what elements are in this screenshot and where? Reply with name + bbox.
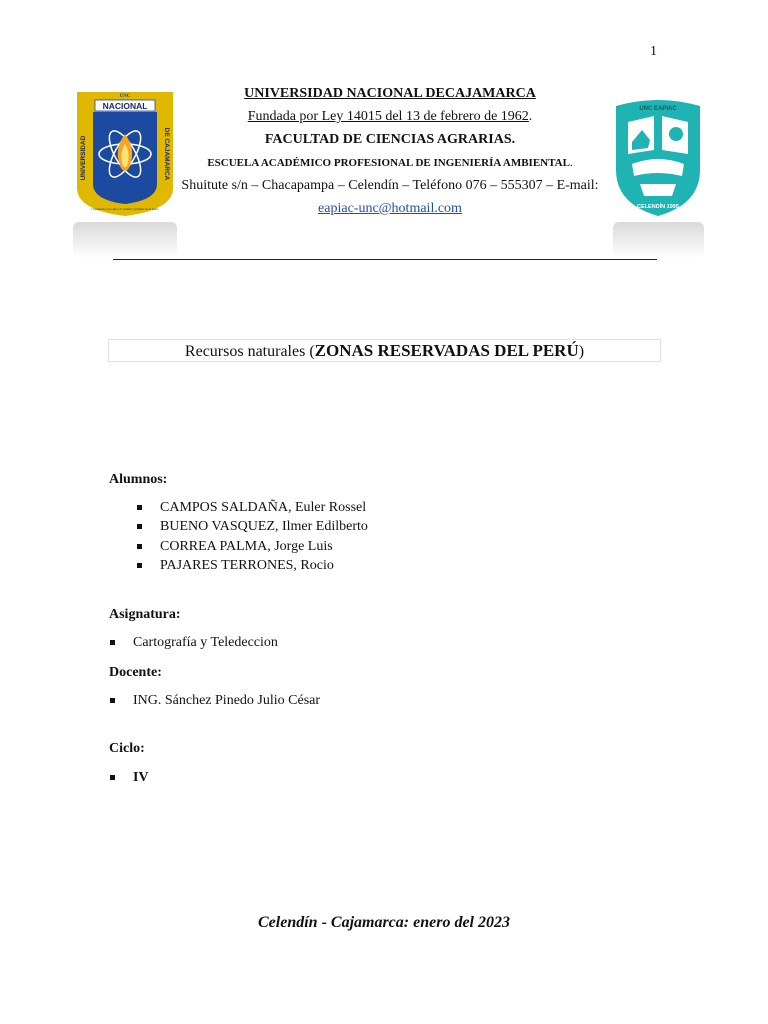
school-name: ESCUELA ACADÉMICO PROFESIONAL DE INGENIERÍA AMBIENTAL — [207, 157, 570, 169]
bullet-icon — [110, 640, 115, 645]
title-main: ZONAS RESERVADAS DEL PERÚ — [314, 341, 579, 360]
student-name: CAMPOS SALDAÑA, Euler Rossel — [160, 500, 367, 515]
student-name: BUENO VASQUEZ, Ilmer Edilberto — [160, 519, 368, 534]
cycle-value: IV — [133, 770, 149, 785]
logo-right-top-text: UNC EAPIAC — [639, 106, 677, 112]
faculty-name: FACULTAD DE CIENCIAS AGRARIAS. — [264, 132, 516, 147]
cycle-label: Ciclo: — [109, 741, 145, 756]
course-label: Asignatura: — [109, 607, 181, 622]
email-link[interactable]: eapiac-unc@hotmail.com — [318, 201, 462, 216]
logo-right-reflection — [613, 222, 704, 258]
logo-left-banner: NACIONAL — [102, 101, 148, 111]
bullet-icon — [110, 775, 115, 780]
founded-suffix: . — [528, 109, 533, 124]
document-title — [108, 339, 661, 362]
teacher-label: Docente: — [109, 665, 162, 680]
logo-left-reflection — [73, 222, 177, 258]
university-name: UNIVERSIDAD NACIONAL DECAJAMARCA — [244, 86, 536, 101]
page-number: 1 — [650, 44, 657, 59]
students-label: Alumnos: — [109, 472, 168, 487]
address-line: Shuitute s/n – Chacapampa – Celendín – Teléfono 076 – 555307 – E-mail: — [181, 178, 599, 193]
place-date-footer: Celendín - Cajamarca: enero del 2023 — [258, 914, 510, 931]
school-suffix: . — [569, 157, 573, 169]
student-name: PAJARES TERRONES, Rocio — [160, 558, 334, 573]
founded-text: Fundada por Ley 14015 del 13 de febrero de 1962 — [247, 109, 529, 124]
logo-left-side-text: UNIVERSIDAD — [80, 135, 87, 181]
logo-left-top-text: UNC — [119, 94, 131, 99]
title-suffix: ) — [578, 343, 585, 360]
university-crest-logo — [73, 88, 177, 218]
title-prefix: Recursos naturales ( — [184, 343, 315, 360]
bullet-icon — [137, 563, 142, 568]
bullet-icon — [110, 698, 115, 703]
logo-right-bottom-text: CELENDÍN 1995 — [637, 204, 679, 210]
bullet-icon — [137, 524, 142, 529]
bullet-icon — [137, 505, 142, 510]
bullet-icon — [137, 544, 142, 549]
founded-line — [120, 109, 660, 125]
logo-left-motto: Conságrate a la vida y la verdad y ayúdalas de la mano — [91, 207, 159, 211]
logo-right-side-text: DE CAJAMARCA — [163, 127, 170, 181]
student-name: CORREA PALMA, Jorge Luis — [160, 539, 333, 554]
teacher-value: ING. Sánchez Pinedo Julio César — [133, 693, 321, 708]
header-divider — [113, 259, 657, 260]
course-value: Cartografía y Teledeccion — [133, 635, 278, 650]
school-line — [120, 157, 660, 169]
